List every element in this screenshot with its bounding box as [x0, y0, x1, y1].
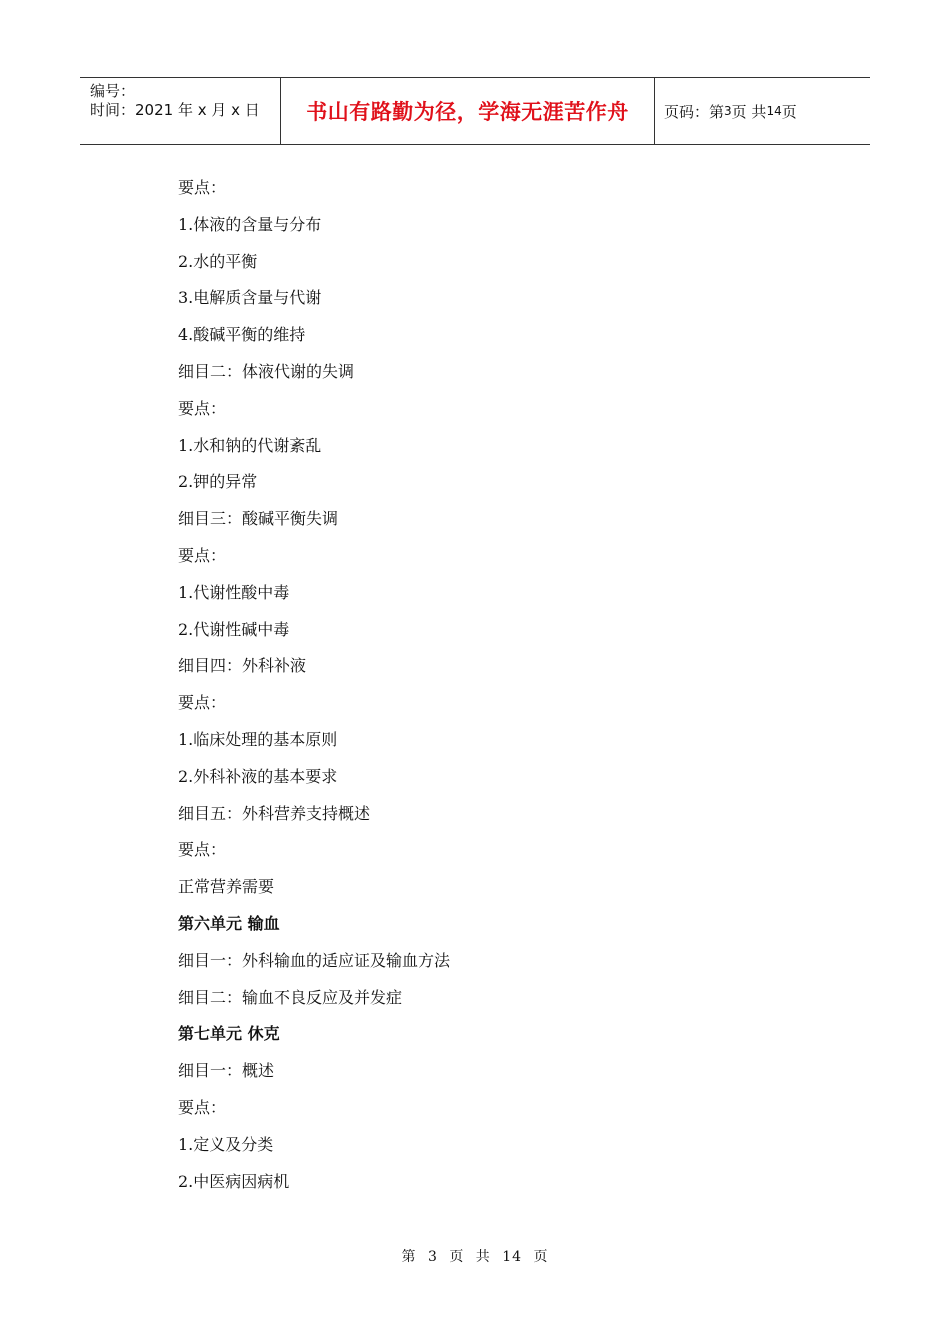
page-current: 3: [724, 104, 732, 118]
time-label: 时间：2021 年 x 月 x 日: [90, 101, 260, 119]
body-line: 1.定义及分类: [178, 1134, 274, 1154]
page-mid: 页 共: [731, 102, 767, 121]
footer-total-word: 共: [475, 1249, 491, 1265]
page-prefix: 页码：第: [664, 102, 725, 121]
body-line: 2.中医病因病机: [178, 1171, 290, 1191]
header-meta-cell: [80, 78, 281, 144]
motto-text: 书山有路勤为径，学海无涯苦作舟: [306, 100, 629, 124]
body-line: 要点：: [178, 1097, 227, 1117]
body-line: 1.水和钠的代谢紊乱: [178, 435, 322, 455]
header-motto-cell: [281, 78, 655, 144]
body-line: 细目二：体液代谢的失调: [178, 361, 355, 381]
body-line: 2.代谢性碱中毒: [178, 619, 290, 639]
body-line: 细目一：概述: [178, 1061, 275, 1081]
body-line: 2.水的平衡: [178, 251, 258, 271]
page-suffix: 页: [781, 102, 797, 121]
body-line: 细目二：输血不良反应及并发症: [178, 987, 403, 1007]
body-line: 要点：: [178, 178, 227, 197]
body-line: 细目一：外科输血的适应证及输血方法: [178, 950, 451, 970]
body-line: 细目四：外科补液: [178, 656, 307, 676]
body-line: 细目三：酸碱平衡失调: [178, 509, 339, 529]
footer-first: 第: [401, 1249, 417, 1265]
footer-page-word: 页: [449, 1249, 465, 1265]
footer-end-word: 页: [533, 1249, 549, 1265]
section-heading: 第六单元 输血: [178, 913, 280, 933]
body-line: 2.钾的异常: [178, 472, 258, 492]
body-line: 要点：: [178, 840, 227, 860]
footer-current: 3: [427, 1249, 438, 1265]
document-header: [80, 77, 870, 145]
body-line: 要点：: [178, 398, 227, 418]
footer-total: 14: [502, 1249, 523, 1265]
body-line: 正常营养需要: [178, 877, 275, 897]
body-line: 要点：: [178, 693, 227, 713]
body-line: 3.电解质含量与代谢: [178, 288, 322, 308]
body-line: 4.酸碱平衡的维持: [178, 325, 306, 345]
body-line: 1.代谢性酸中毒: [178, 582, 290, 602]
body-line: 2.外科补液的基本要求: [178, 766, 338, 786]
page-total: 14: [766, 104, 782, 118]
body-line: 要点：: [178, 545, 227, 565]
number-label: 编号：: [90, 82, 136, 100]
section-heading: 第七单元 休克: [178, 1024, 280, 1044]
body-line: 1.临床处理的基本原则: [178, 729, 338, 749]
page-footer: [0, 1246, 950, 1266]
body-line: 1.体液的含量与分布: [178, 214, 322, 234]
document-body: [178, 176, 818, 1206]
header-page-cell: [655, 78, 870, 144]
body-line: 细目五：外科营养支持概述: [178, 803, 371, 823]
